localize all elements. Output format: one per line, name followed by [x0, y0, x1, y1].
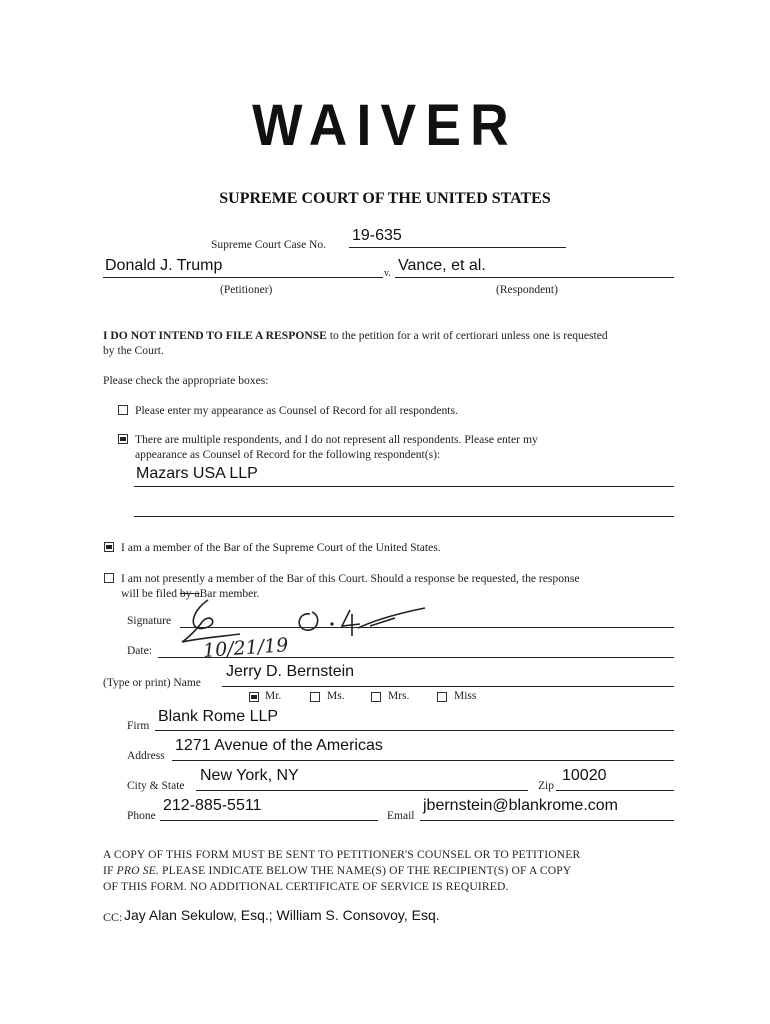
title-miss-label: Miss: [454, 690, 477, 702]
date-label: Date:: [127, 645, 152, 657]
bar-member-checkbox[interactable]: [104, 542, 114, 552]
multiple-respondents-checkbox[interactable]: [118, 434, 128, 444]
title-miss-checkbox[interactable]: [437, 692, 447, 702]
bar-member-label: I am a member of the Bar of the Supreme Court of the United States.: [121, 541, 441, 554]
all-respondents-label: Please enter my appearance as Counsel of Record for all respondents.: [135, 404, 458, 417]
statement-rest: to the petition for a writ of certiorari unless one is requested: [329, 329, 608, 342]
instructions: Please check the appropriate boxes:: [103, 374, 269, 387]
notice-line1: A COPY OF THIS FORM MUST BE SENT TO PETITIONER'S COUNSEL OR TO PETITIONER: [103, 848, 581, 861]
not-member-checkbox[interactable]: [104, 573, 114, 583]
petitioner-label: (Petitioner): [220, 284, 273, 296]
case-number-value[interactable]: 19-635: [352, 227, 402, 244]
title-mrs-label: Mrs.: [388, 690, 410, 702]
not-member-line2-post: Bar member.: [199, 587, 260, 600]
signature-label: Signature: [127, 615, 172, 627]
email-label: Email: [387, 810, 415, 822]
title-mr-label: Mr.: [265, 690, 282, 702]
form-title: WAIVER: [252, 93, 518, 158]
zip-label: Zip: [538, 780, 554, 792]
notice-line3: OF THIS FORM. NO ADDITIONAL CERTIFICATE OF SERVICE IS REQUIRED.: [103, 880, 509, 893]
cc-value[interactable]: Jay Alan Sekulow, Esq.; William S. Consovoy, Esq.: [124, 907, 440, 923]
cc-label: CC:: [103, 910, 123, 924]
city-label: City & State: [127, 780, 185, 792]
not-member-line1: I am not presently a member of the Bar of this Court. Should a response be requested, the response: [121, 572, 580, 585]
court-name: SUPREME COURT OF THE UNITED STATES: [219, 190, 551, 207]
copy-notice: [103, 847, 683, 895]
not-member-line2-pre: will be filed: [121, 587, 180, 600]
notice-line2-pre: IF: [103, 864, 117, 877]
all-respondents-checkbox[interactable]: [118, 405, 128, 415]
city-value[interactable]: New York, NY: [200, 767, 299, 784]
case-number-label: Supreme Court Case No.: [211, 239, 326, 251]
respondent-label: (Respondent): [496, 284, 558, 296]
phone-value[interactable]: 212-885-5511: [163, 797, 262, 814]
notice-pro-se: PRO SE.: [116, 864, 159, 877]
title-ms-label: Ms.: [327, 690, 345, 702]
firm-value[interactable]: Blank Rome LLP: [158, 708, 279, 725]
petitioner-name[interactable]: Donald J. Trump: [105, 257, 223, 274]
no-response-statement: [103, 328, 678, 358]
statement-line2: by the Court.: [103, 344, 164, 357]
represented-respondent[interactable]: Mazars USA LLP: [136, 465, 258, 482]
address-value[interactable]: 1271 Avenue of the Americas: [175, 737, 383, 754]
name-value[interactable]: Jerry D. Bernstein: [226, 663, 355, 680]
multiple-line1: There are multiple respondents, and I do not represent all respondents. Please enter my: [135, 433, 538, 446]
multiple-line2: appearance as Counsel of Record for the following respondent(s):: [135, 448, 441, 461]
respondent-name[interactable]: Vance, et al.: [398, 257, 486, 274]
multiple-respondents-label: [135, 432, 680, 462]
firm-label: Firm: [127, 720, 150, 732]
notice-line2-post: PLEASE INDICATE BELOW THE NAME(S) OF THE RECIPIENT(S) OF A COPY: [158, 864, 572, 877]
title-ms-checkbox[interactable]: [310, 692, 320, 702]
not-member-strike: by a: [179, 587, 200, 600]
zip-value[interactable]: 10020: [562, 767, 607, 784]
date-value[interactable]: 10/21/19: [202, 634, 290, 662]
versus-label: v.: [384, 268, 391, 279]
email-value[interactable]: jbernstein@blankrome.com: [423, 797, 618, 814]
phone-label: Phone: [127, 810, 156, 822]
address-label: Address: [127, 750, 165, 762]
title-mrs-checkbox[interactable]: [371, 692, 381, 702]
statement-bold: I DO NOT INTEND TO FILE A RESPONSE: [103, 329, 327, 342]
name-label: (Type or print) Name: [103, 677, 201, 689]
title-mr-checkbox[interactable]: [249, 692, 259, 702]
